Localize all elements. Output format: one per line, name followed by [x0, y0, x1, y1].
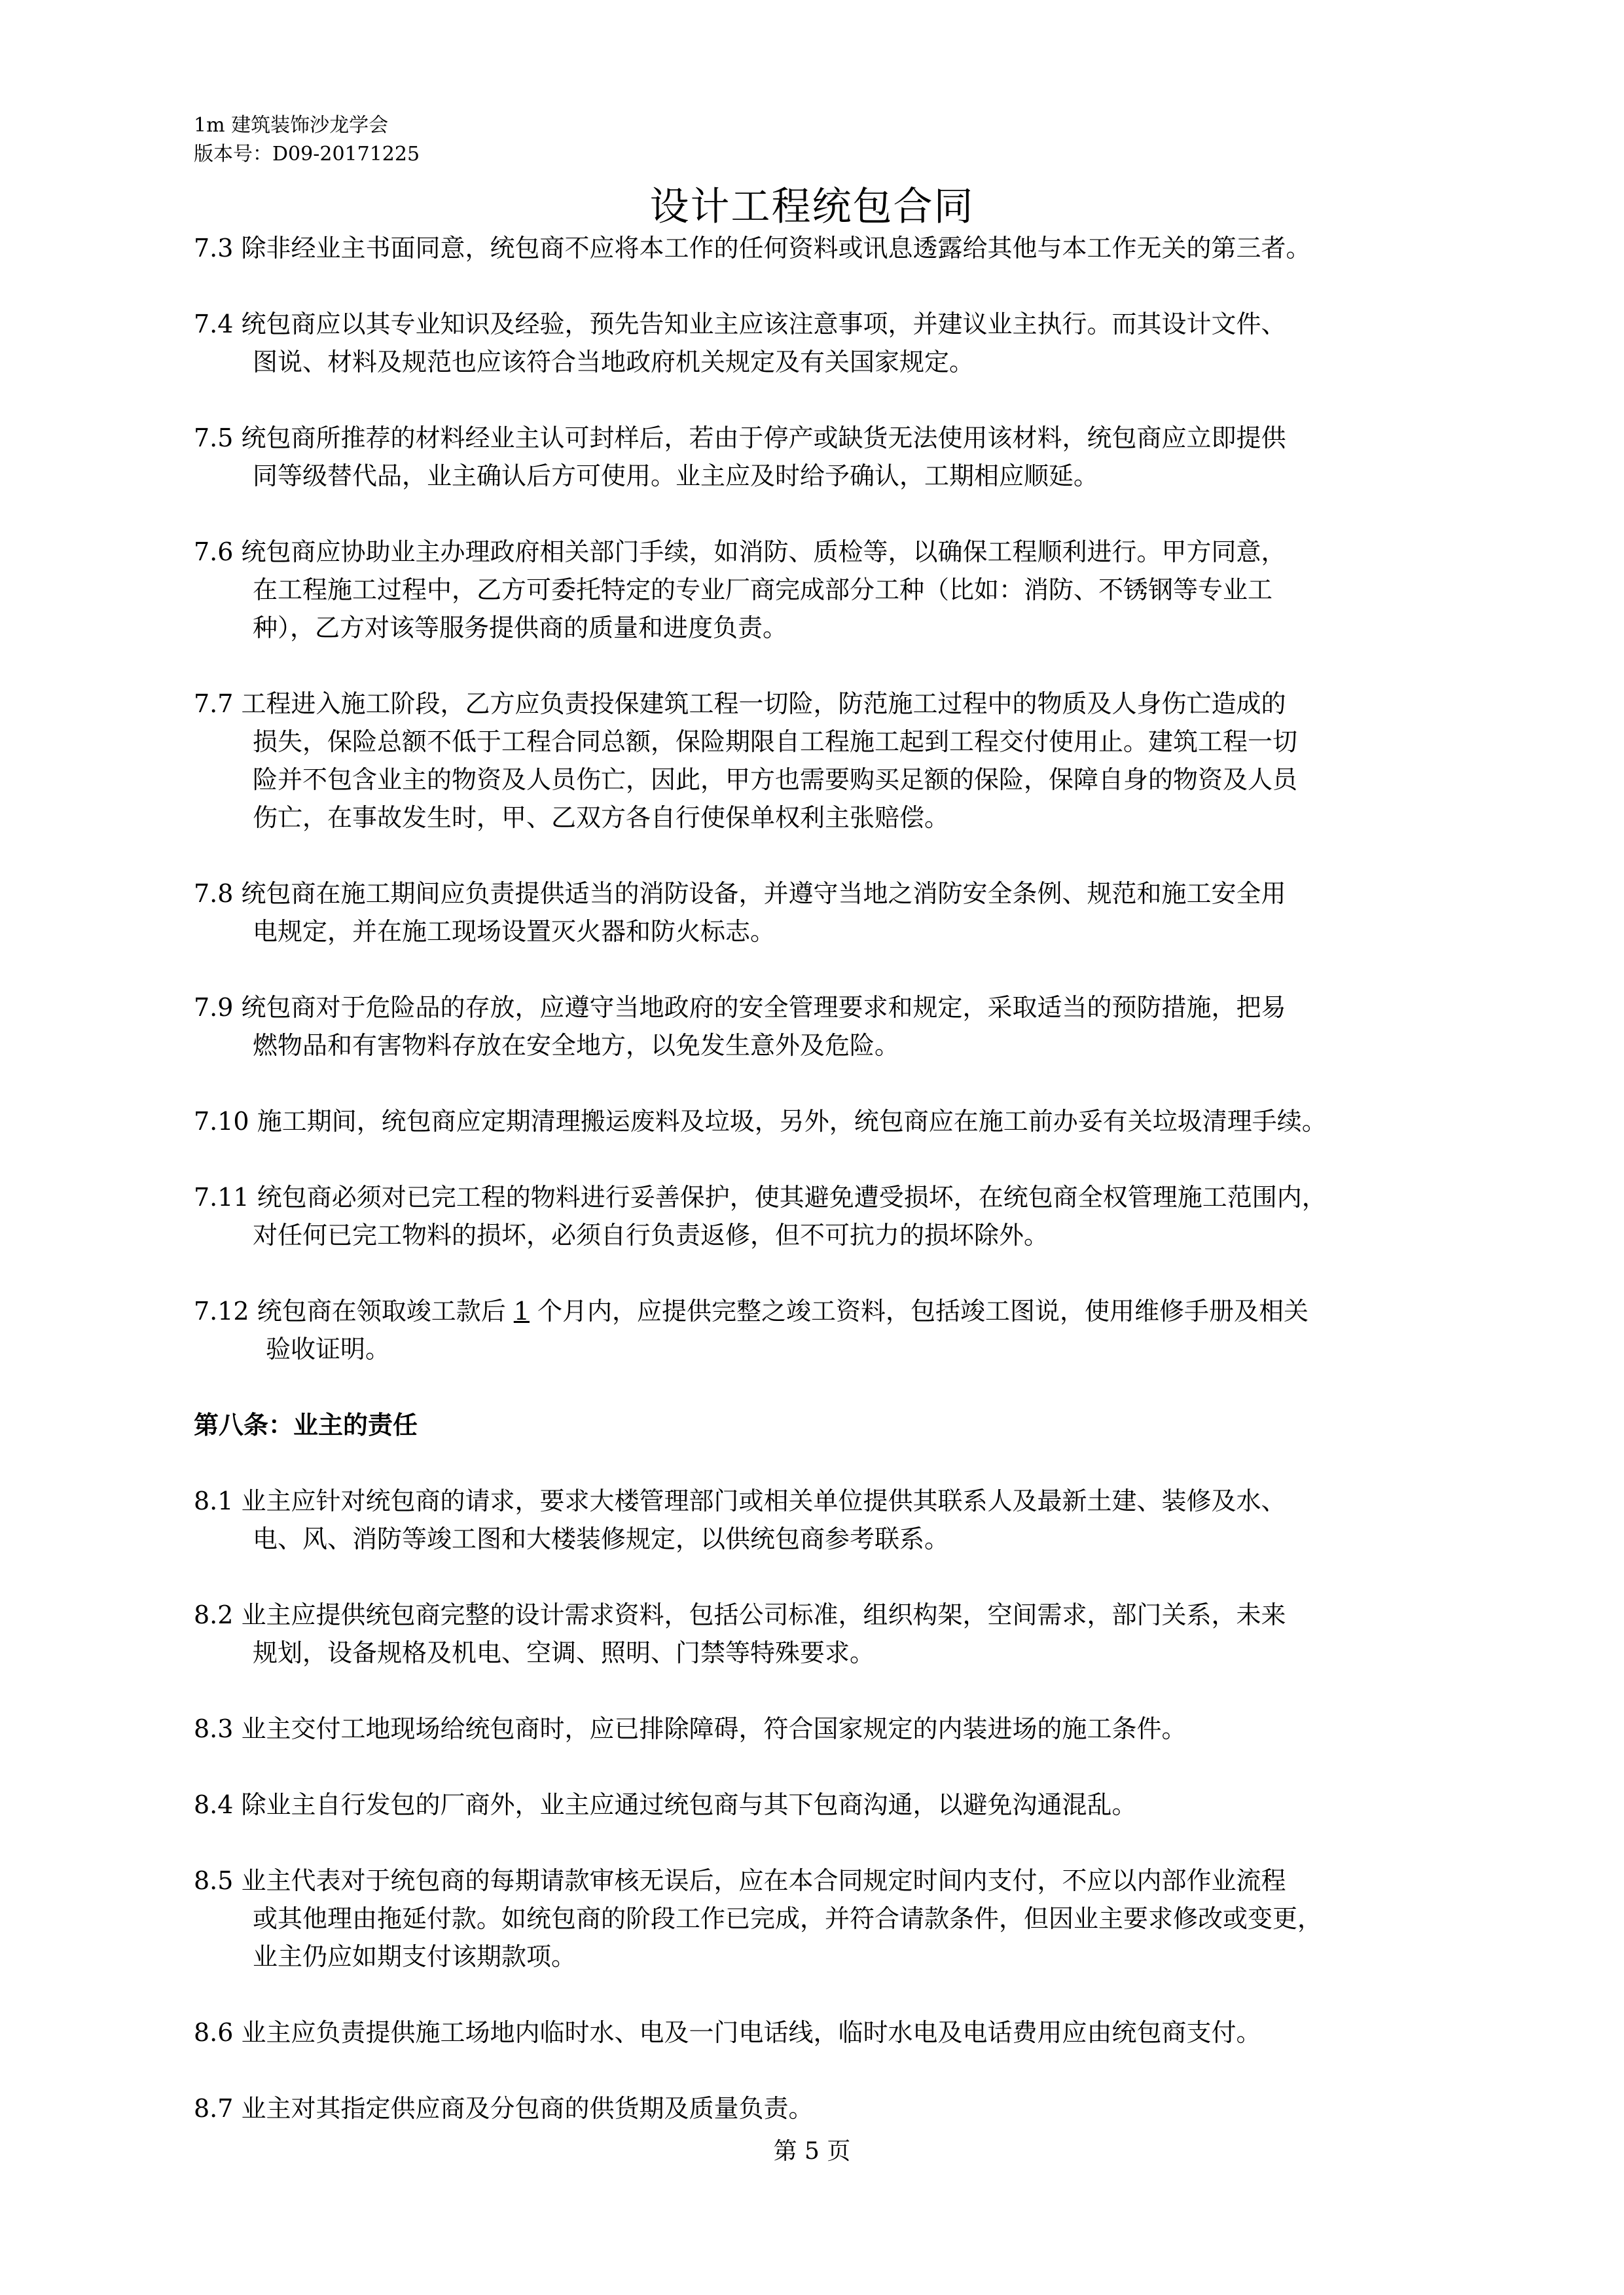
clause [194, 419, 1483, 495]
clause-line: 8.7 业主对其指定供应商及分包商的供货期及质量负责。 [194, 2094, 814, 2123]
clause [194, 1482, 1483, 1558]
clause-line: 8.2 业主应提供统包商完整的设计需求资料，包括公司标准，组织构架，空间需求，部门关系，未来 [194, 1600, 1286, 1629]
version-number: 版本号：D09-20171225 [194, 143, 420, 166]
clause [194, 875, 1483, 950]
clause-line: 8.5 业主代表对于统包商的每期请款审核无误后，应在本合同规定时间内支付，不应以内部作业流程 [194, 1866, 1286, 1895]
clause-line [194, 1292, 1483, 1330]
clause-line: 8.4 除业主自行发包的厂商外，业主应通过统包商与其下包商沟通，以避免沟通混乱。 [194, 1790, 1137, 1819]
clause-line: 7.9 统包商对于危险品的存放，应遵守当地政府的安全管理要求和规定，采取适当的预防措施，把易 [194, 993, 1286, 1022]
clause-line: 8.3 业主交付工地现场给统包商时，应已排除障碍，符合国家规定的内装进场的施工条件。 [194, 1714, 1187, 1743]
clause-line: 7.8 统包商在施工期间应负责提供适当的消防设备，并遵守当地之消防安全条例、规范和施工安全用 [194, 879, 1286, 908]
months-value: 1 [513, 1297, 530, 1326]
document-header [194, 111, 420, 169]
clause-line: 7.3 除非经业主书面同意，统包商不应将本工作的任何资料或讯息透露给其他与本工作无关的第三者。 [194, 234, 1311, 262]
clause [194, 1862, 1483, 1976]
clause [194, 2089, 1483, 2127]
clause-line: 规划，设备规格及机电、空调、照明、门禁等特殊要求。 [253, 1638, 875, 1667]
clause [194, 229, 1483, 267]
clause-line: 或其他理由拖延付款。如统包商的阶段工作已完成，并符合请款条件，但因业主要求修改或变更， [253, 1904, 1323, 1933]
clause [194, 305, 1483, 381]
clause-line: 7.11 统包商必须对已完工程的物料进行妥善保护，使其避免遭受损坏，在统包商全权管理施工范围内， [194, 1183, 1327, 1212]
clause-line: 燃物品和有害物料存放在安全地方，以免发生意外及危险。 [253, 1031, 900, 1060]
document-title: 设计工程统包合同 [649, 184, 975, 230]
clause-line: 险并不包含业主的物资及人员伤亡，因此，甲方也需要购买足额的保险，保障自身的物资及人员 [253, 765, 1298, 794]
clause-line: 8.1 业主应针对统包商的请求，要求大楼管理部门或相关单位提供其联系人及最新土建、装修及水、 [194, 1487, 1286, 1515]
section-8-heading: 第八条：业主的责任 [194, 1411, 418, 1439]
clause-line: 7.6 统包商应协助业主办理政府相关部门手续，如消防、质检等，以确保工程顺利进行。甲方同意， [194, 537, 1286, 566]
clause-line: 业主仍应如期支付该期款项。 [253, 1942, 577, 1971]
clause [194, 1178, 1483, 1254]
clause-line: 伤亡，在事故发生时，甲、乙双方各自行使保单权利主张赔偿。 [253, 803, 950, 832]
clause-text: 个月内，应提供完整之竣工资料，包括竣工图说，使用维修手册及相关 [529, 1297, 1309, 1326]
page-number: 第 5 页 [773, 2138, 851, 2165]
clause-line: 电、风、消防等竣工图和大楼装修规定，以供统包商参考联系。 [253, 1525, 950, 1553]
clause-line: 7.4 统包商应以其专业知识及经验，预先告知业主应该注意事项，并建议业主执行。而其设计文件、 [194, 310, 1286, 338]
clause-line: 图说、材料及规范也应该符合当地政府机关规定及有关国家规定。 [253, 348, 975, 376]
section-7-clauses [194, 229, 1483, 1254]
section-8-clauses [194, 1482, 1483, 2127]
clause [194, 1786, 1483, 1824]
clause-line: 8.6 业主应负责提供施工场地内临时水、电及一门电话线，临时水电及电话费用应由统包商支付。 [194, 2018, 1261, 2047]
clause-line: 7.10 施工期间，统包商应定期清理搬运废料及垃圾，另外，统包商应在施工前办妥有关垃圾清理手续。 [194, 1107, 1327, 1136]
organization-name: 1m 建筑装饰沙龙学会 [194, 114, 389, 137]
clause-line: 验收证明。 [266, 1335, 391, 1364]
clause [194, 1596, 1483, 1672]
clause-line: 种），乙方对该等服务提供商的质量和进度负责。 [253, 613, 788, 642]
clause [194, 1710, 1483, 1748]
clause-line: 损失，保险总额不低于工程合同总额，保险期限自工程施工起到工程交付使用止。建筑工程一切 [253, 727, 1298, 756]
clause-line: 电规定，并在施工现场设置灭火器和防火标志。 [253, 917, 776, 946]
clause-line: 对任何已完工物料的损坏，必须自行负责返修，但不可抗力的损坏除外。 [253, 1221, 1049, 1250]
clause-text: 7.12 统包商在领取竣工款后 [194, 1297, 514, 1326]
clause-line: 7.7 工程进入施工阶段，乙方应负责投保建筑工程一切险，防范施工过程中的物质及人身伤亡造成的 [194, 689, 1286, 718]
clause-7-12 [194, 1292, 1483, 1368]
document-body [194, 229, 1483, 2165]
clause [194, 685, 1483, 837]
clause [194, 2014, 1483, 2051]
clause-line: 同等级替代品，业主确认后方可使用。业主应及时给予确认，工期相应顺延。 [253, 461, 1099, 490]
clause-line: 在工程施工过程中，乙方可委托特定的专业厂商完成部分工种（比如：消防、不锈钢等专业工 [253, 575, 1273, 604]
clause-line: 7.5 统包商所推荐的材料经业主认可封样后，若由于停产或缺货无法使用该材料，统包商应立即提供 [194, 424, 1286, 452]
clause [194, 533, 1483, 647]
clause [194, 988, 1483, 1064]
clause [194, 1102, 1483, 1140]
